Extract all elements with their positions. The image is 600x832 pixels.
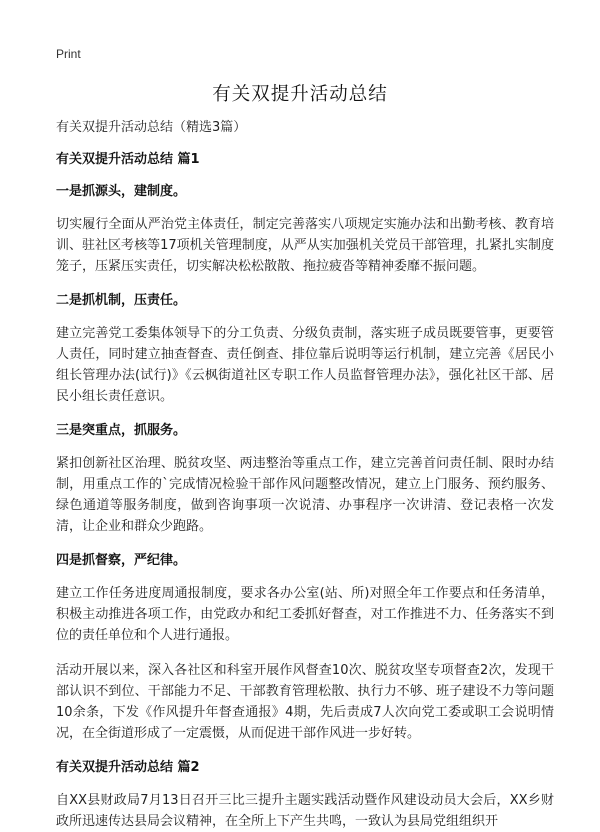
print-link[interactable]: Print xyxy=(56,47,81,61)
section-1-paragraph-1: 切实履行全面从严治党主体责任，制定完善落实八项规定实施办法和出勤考核、教育培训、驻社区考核等17项机关管理制度，从严从实加强机关党员干部管理，扎紧扎实制度笼子，压紧压实责任，切实解决松松散散、拖拉疲沓等精神委靡不振问题。 xyxy=(56,217,554,274)
section-1-heading-1: 一是抓源头，建制度。 xyxy=(56,184,187,199)
section-1-heading-3: 三是突重点，抓服务。 xyxy=(56,423,187,438)
section-title-2: 有关双提升活动总结 篇2 xyxy=(56,760,200,775)
section-1-paragraph-2: 建立完善党工委集体领导下的分工负责、分级负责制，落实班子成员既要管事，更要管人责任，同时建立抽查督查、责任倒查、排位靠后说明等运行机制，建立完善《居民小组长管理办法(试行)》《云枫街道社区专职工作人员监督管理办法》，强化社区干部、居民小组长责任意识。 xyxy=(56,326,554,404)
section-2-paragraph-1: 自XX县财政局7月13日召开三比三提升主题实践活动暨作风建设动员大会后，XX乡财政所迅速传达县局会议精神，在全所上下产生共鸣，一致认为县局党组组织开 xyxy=(56,793,554,829)
section-1-paragraph-4: 建立工作任务进度周通报制度，要求各办公室(站、所)对照全年工作要点和任务清单，积极主动推进各项工作，由党政办和纪工委抓好督查，对工作推进不力、任务落实不到位的责任单位和个人进行通报。 xyxy=(56,586,554,643)
document-body xyxy=(56,118,554,832)
page-title: 有关双提升活动总结 xyxy=(212,84,388,105)
document-subtitle: 有关双提升活动总结（精选3篇） xyxy=(56,120,247,135)
section-1-paragraph-3: 紧扣创新社区治理、脱贫攻坚、两违整治等重点工作，建立完善首问责任制、限时办结制，用重点工作的`完成情况检验干部作风问题整改情况，建立上门服务、预约服务、绿色通道等服务制度，做到咨询事项一次说清、办事程序一次讲清、登记表格一次发清，让企业和群众少跑路。 xyxy=(56,456,554,534)
section-1-paragraph-5: 活动开展以来，深入各社区和科室开展作风督查10次、脱贫攻坚专项督查2次，发现干部认识不到位、干部能力不足、干部教育管理松散、执行力不够、班子建设不力等问题10余条，下发《作风提升年督查通报》4期，先后责成7人次向党工委或职工会说明情况，在全街道形成了一定震慑，从而促进干部作风进一步好转。 xyxy=(56,663,554,741)
section-title-1: 有关双提升活动总结 篇1 xyxy=(56,152,200,167)
section-1-heading-2: 二是抓机制，压责任。 xyxy=(56,293,187,308)
section-1-heading-4: 四是抓督察，严纪律。 xyxy=(56,553,187,568)
